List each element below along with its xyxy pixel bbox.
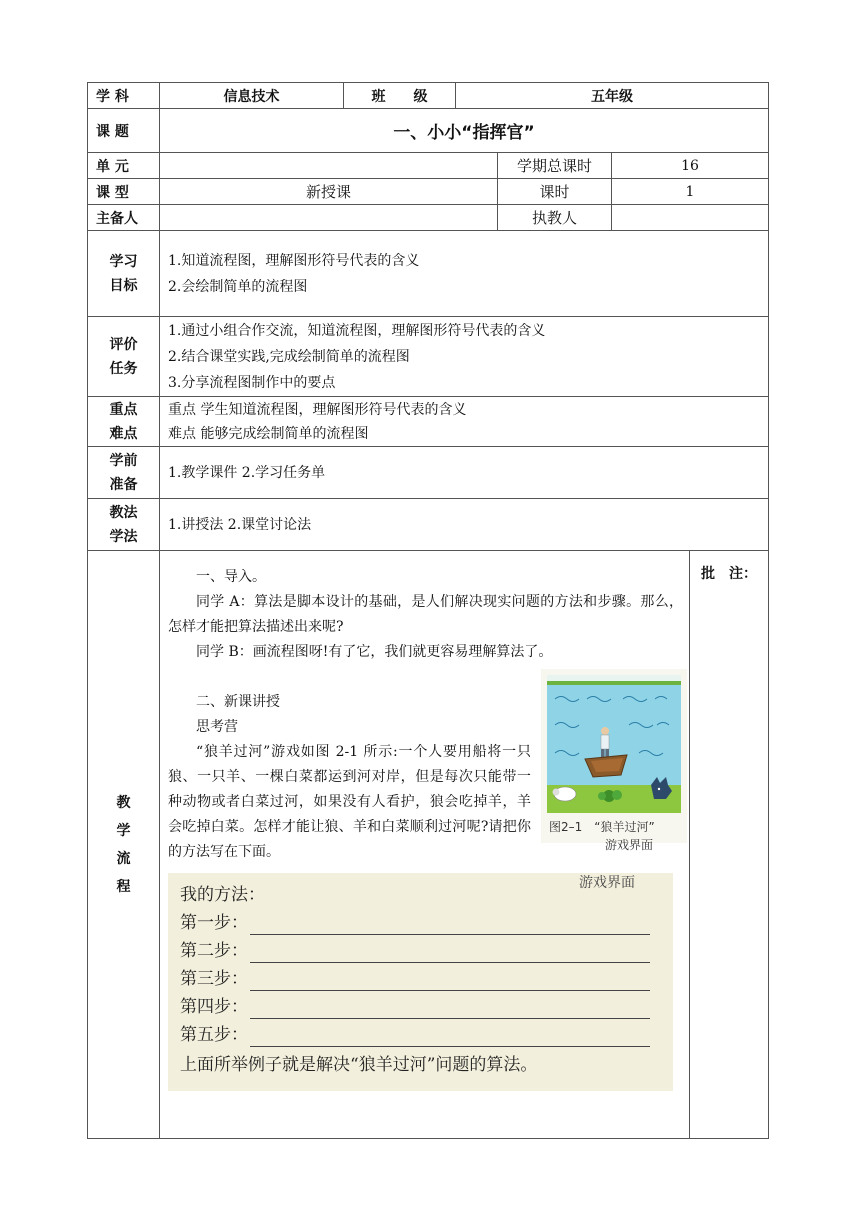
process-row <box>88 551 769 1139</box>
answer-line <box>250 974 650 991</box>
worksheet-step-5: 第五步： <box>180 1023 650 1047</box>
task-item: 3.分享流程图制作中的要点 <box>168 374 336 391</box>
river-crossing-illustration <box>547 675 681 813</box>
type-row <box>88 179 769 205</box>
unit-row <box>88 153 769 179</box>
student-a-text: 同学 A：算法是脚本设计的基础，是人们解决现实问题的方法和步骤。那么，怎样才能把算法描述出来呢? <box>168 594 683 635</box>
prep-content: 1.教学课件 2.学习任务单 <box>160 447 769 499</box>
figure-caption: 图2–1 “狼羊过河” <box>549 820 655 834</box>
key-points-row <box>88 397 769 447</box>
methods-label: 教法 学法 <box>88 499 160 551</box>
preparer-row <box>88 205 769 231</box>
topic-label: 课 题 <box>88 109 160 153</box>
tasks-list <box>160 317 769 397</box>
game-description: “狼羊过河”游戏如图 2-1 所示:一个人要用船将一只狼、一只羊、一棵白菜都运到河对岸，但是每次只能带一种动物或者白菜过河，如果没有人看护，狼会吃掉羊，羊会吃掉白菜。怎样才能让狼、羊和白菜顺利过河呢?请把你的方法写在下面。 <box>168 744 531 860</box>
total-hours-value: 16 <box>612 153 769 179</box>
unit-value <box>160 153 498 179</box>
tasks-row <box>88 317 769 397</box>
topic-row <box>88 109 769 153</box>
goals-label: 学习 目标 <box>88 231 160 317</box>
lesson-plan <box>87 82 768 1139</box>
answer-line <box>250 1002 650 1019</box>
worksheet-title: 我的方法： <box>180 885 265 905</box>
goal-item: 2.会绘制简单的流程图 <box>168 278 308 295</box>
worksheet-step-1: 第一步： <box>180 911 650 935</box>
worksheet-step-2: 第二步： <box>180 939 650 963</box>
unit-label: 单 元 <box>88 153 160 179</box>
hours-label: 课时 <box>498 179 612 205</box>
subject-label: 学 科 <box>88 83 160 109</box>
goals-row <box>88 231 769 317</box>
subject-value: 信息技术 <box>160 83 344 109</box>
method-worksheet <box>168 873 673 1091</box>
task-item: 2.结合课堂实践,完成绘制简单的流程图 <box>168 348 410 365</box>
wolf-sheep-figure <box>541 669 687 852</box>
intro-heading: 一、导入。 <box>196 569 266 585</box>
methods-content: 1.讲授法 2.课堂讨论法 <box>160 499 769 551</box>
worksheet-conclusion: 上面所举例子就是解决“狼羊过河”问题的算法。 <box>180 1055 538 1075</box>
key-points-label: 重点 难点 <box>88 397 160 447</box>
type-value: 新授课 <box>160 179 498 205</box>
answer-line <box>250 1030 650 1047</box>
new-lesson-heading: 二、新课讲授 <box>196 694 280 710</box>
prep-label: 学前 准备 <box>88 447 160 499</box>
methods-row <box>88 499 769 551</box>
process-label: 教 学 流 程 <box>88 551 160 1139</box>
total-hours-label: 学期总课时 <box>498 153 612 179</box>
key-points-content <box>160 397 769 447</box>
figure-caption-subtitle: 游戏界面 <box>605 838 654 852</box>
annotation-column: 批 注： <box>690 551 769 1139</box>
teacher-value <box>612 205 769 231</box>
difficult-point: 难点 能够完成绘制简单的流程图 <box>168 425 369 442</box>
preparer-label: 主备人 <box>88 205 160 231</box>
goals-list <box>160 231 769 317</box>
answer-line <box>250 918 650 935</box>
tasks-label: 评价 任务 <box>88 317 160 397</box>
think-camp-heading: 思考营 <box>196 719 238 735</box>
key-point: 重点 学生知道流程图，理解图形符号代表的含义 <box>168 401 467 418</box>
lesson-plan-table <box>87 82 769 1139</box>
process-content <box>160 551 690 1139</box>
preparer-value <box>160 205 498 231</box>
worksheet-corner-text: 游戏界面 <box>579 875 635 891</box>
subject-row <box>88 83 769 109</box>
student-b-text: 同学 B：画流程图呀!有了它，我们就更容易理解算法了。 <box>196 644 553 660</box>
worksheet-step-4: 第四步： <box>180 995 650 1019</box>
type-label: 课 型 <box>88 179 160 205</box>
prep-row <box>88 447 769 499</box>
teacher-label: 执教人 <box>498 205 612 231</box>
answer-line <box>250 946 650 963</box>
topic-value: 一、小小“指挥官” <box>160 109 769 153</box>
class-value: 五年级 <box>456 83 769 109</box>
goal-item: 1.知道流程图，理解图形符号代表的含义 <box>168 252 420 269</box>
worksheet-step-3: 第三步： <box>180 967 650 991</box>
class-label: 班 级 <box>344 83 456 109</box>
hours-value: 1 <box>612 179 769 205</box>
task-item: 1.通过小组合作交流，知道流程图，理解图形符号代表的含义 <box>168 322 546 339</box>
